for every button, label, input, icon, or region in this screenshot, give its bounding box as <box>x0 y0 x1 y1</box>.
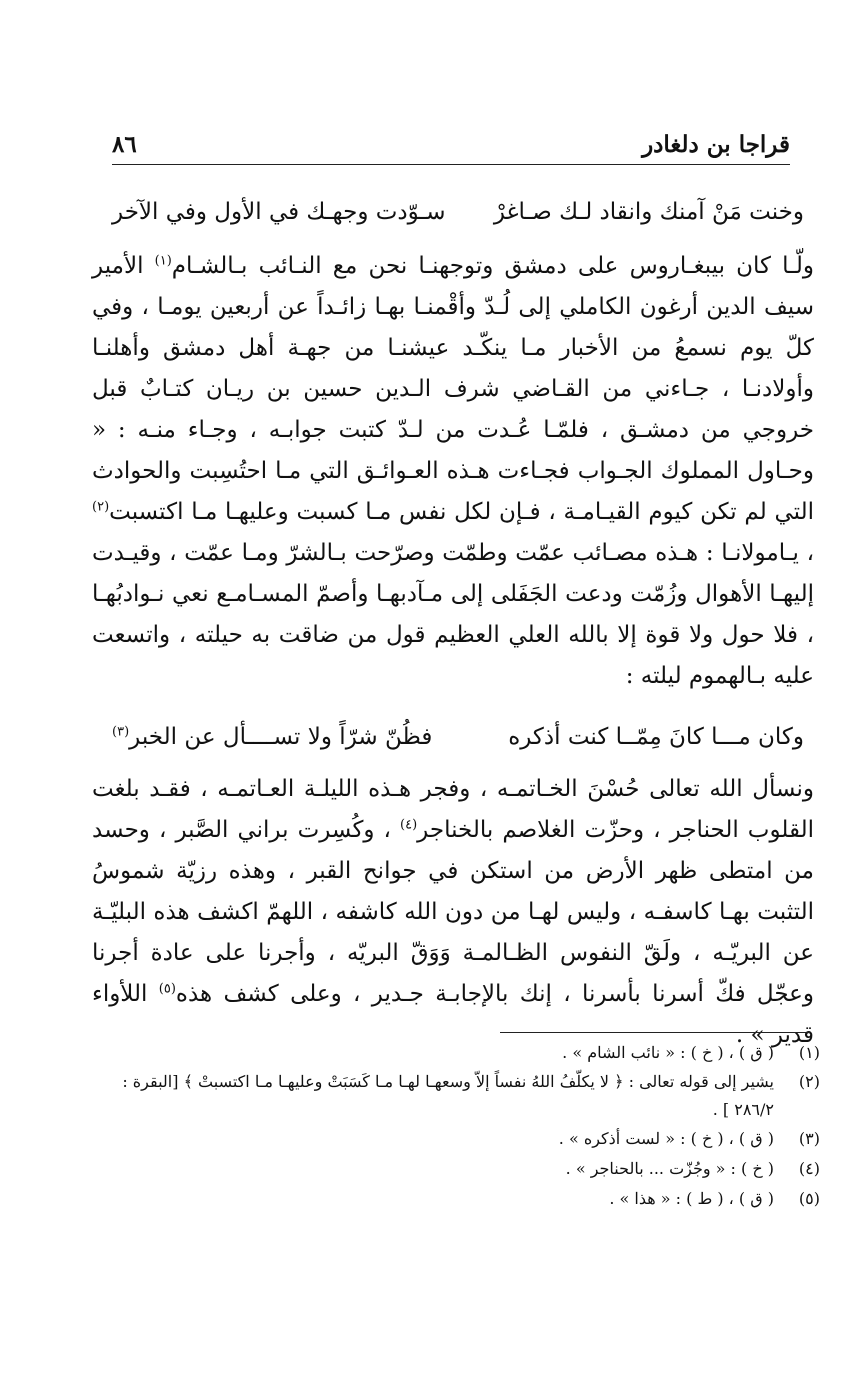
footnote-2 <box>120 1068 820 1124</box>
verse-1-second-hemistich: سـوّدت وجهـك في الأول وفي الآخر <box>112 199 446 225</box>
verse-line-1 <box>92 186 814 238</box>
paragraph-2-part-c: اللأواء قدير » . <box>92 981 814 1048</box>
footnote-ref-2: (٢) <box>92 499 110 515</box>
footnote-ref-3: (٣) <box>112 724 130 740</box>
main-text <box>92 186 814 1056</box>
footnote-text: ( خ ) : « وجُزّت ... بالحناجر » . <box>565 1159 774 1178</box>
verse-2-second-hemistich <box>112 711 432 763</box>
paragraph-1-part-b: الأمير سيف الدين أرغون الكاملي إلى لُـدّ وأقْمنـا بهـا زائـداً عن أربعين يومـا ، وفي كلّ يوم نسمعُ من الأخبار مـا ينكّـد عيشنـا من جهـة أهل دمشق وأهلنـا وأولادنـا ، جـاءني من القـاضي شرف الـدين حسين بن ريـان كتـابٌ قبل خروجي من دمشـق ، فلمّـا عُـدت من لـدّ كتبت جوابـه ، وجـاء منـه : « وحـاول المملوك الجـواب فجـاءت هـذه العـوائـق التي مـا احتُسِبت والحوادث التي لم تكن كيوم القيـامـة ، فـإن لكل نفس مـا كسبت وعليهـا مـا اكتسبت <box>92 253 814 525</box>
footnote-5 <box>120 1184 820 1214</box>
footnote-number: (٣) <box>798 1129 820 1148</box>
verse-2-second-text: فظُنّ شرّاً ولا تســــأل عن الخبر <box>129 724 433 750</box>
running-head <box>112 118 790 158</box>
footnotes <box>120 1038 820 1214</box>
paragraph-2-part-a: ونسأل الله تعالى حُسْنَ الخـاتمـه ، وفجر هـذه الليلـة العـاتمـه ، فقـد بلغت القلوب الحناجر ، وحزّت الغلاصم بالخناجر <box>92 776 814 843</box>
verse-1-first-hemistich: وخنت مَنْ آمنك وانقاد لـك صـاغرْ <box>493 199 804 225</box>
paragraph-2-part-b: ، وكُسِرت براني الصَّبر ، وحسد من امتطى ظهر الأرض من استكن في جوانح القبر ، وهذه رزيّة شموسُ التثبت بهـا كاسفـه ، وليس لهـا من دون الله كاشفه ، اللهمّ اكشف هذه البليّـة عن البريّـه ، ولَقّ النفوس الظـالمـة وَوَقّ البريّه ، وأجرنا على عادة أجرنا وعجّل فكّ أسرنا بأسرنا ، إنك بالإجابـة جـدير ، وعلى كشف هذه <box>92 817 814 1007</box>
page-number: ٨٦ <box>112 131 137 158</box>
running-head-title: قراجا بن دلغادر <box>642 131 790 158</box>
header-rule <box>112 164 790 165</box>
footnote-text: يشير إلى قوله تعالى : ﴿ لا يكلّفُ اللهُ نفساً إلاّ وسعهـا لهـا مـا كَسَبَتْ وعليهـا مـا اكتسبتْ ﴾ [البقرة : ٢٨٦/٢ ] . <box>122 1072 774 1119</box>
footnote-ref-5: (٥) <box>158 981 176 997</box>
paragraph-2 <box>92 769 814 1056</box>
verse-line-2 <box>92 711 814 763</box>
footnote-number: (٢) <box>798 1072 820 1091</box>
paragraph-1-part-a: ولّـا كان بيبغـاروس على دمشق وتوجهنـا نحن مع النـائب بـالشـام <box>171 253 814 279</box>
verse-2-first-hemistich: وكان مـــا كانَ مِمّــا كنت أذكره <box>508 724 804 750</box>
paragraph-1-part-c: ، يـامولانـا : هـذه مصـائب عمّت وطمّت وصرّحت بـالشرّ ومـا عمّت ، وقيـدت إليهـا الأهوال وزُمّت ودعت الجَفَلى إلى مـآدبهـا وأصمّ المسـامـع نعي نـوادبُهـا ، فلا حول ولا قوة إلا بالله العلي العظيم قول من ضاقت به حيلته ، واتسعت عليه بـالهموم ليلته : <box>92 540 814 689</box>
footnote-rule <box>500 1032 810 1033</box>
footnote-ref-4: (٤) <box>400 817 418 833</box>
footnote-text: ( ق ) ، ( ط ) : « هذا » . <box>609 1189 774 1208</box>
footnote-4 <box>120 1154 820 1184</box>
footnote-number: (١) <box>798 1043 820 1062</box>
footnote-3 <box>120 1124 820 1154</box>
footnote-1 <box>120 1038 820 1068</box>
footnote-text: ( ق ) ، ( خ ) : « لست أذكره » . <box>558 1129 774 1148</box>
footnote-number: (٥) <box>798 1189 820 1208</box>
paragraph-1 <box>92 246 814 697</box>
footnote-ref-1: (١) <box>154 253 172 269</box>
footnote-text: ( ق ) ، ( خ ) : « نائب الشام » . <box>562 1043 774 1062</box>
footnote-number: (٤) <box>798 1159 820 1178</box>
